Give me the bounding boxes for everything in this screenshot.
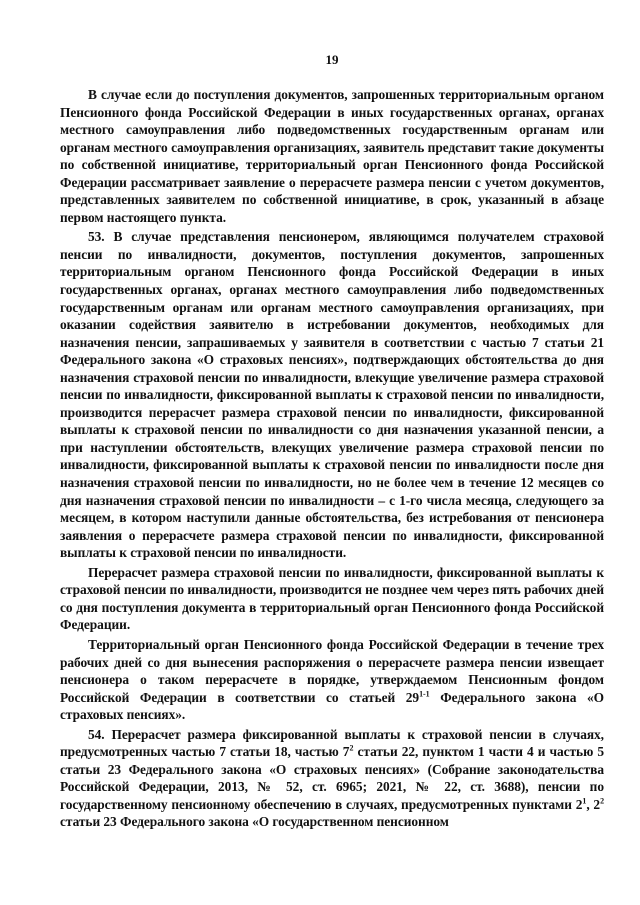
paragraph-text: статьи 22, пунктом 1 части 4 и частью 5 статьи 23 Федерального закона «О страховых пенсиях» (Собрание законодательства Российской Федерации, 2013, № 52, ст. 6965; 2021, № 22, ст. 3688), пенсии по государственному пенсионному обеспечению в случаях, предусмотренных пунктами 2	[60, 744, 604, 812]
superscript: 1	[582, 796, 587, 806]
paragraph-text: Федерального закона «О страховых пенсиях».	[60, 689, 604, 723]
paragraph	[60, 726, 604, 831]
paragraph	[60, 564, 604, 634]
paragraph-text: 54. Перерасчет размера фиксированной выплаты к страховой пенсии в случаях, предусмотренных частью 7 статьи 18, частью 7	[60, 726, 604, 760]
superscript: 1-1	[419, 689, 430, 699]
paragraph-text: Территориальный орган Пенсионного фонда Российской Федерации в течение трех рабочих дней со дня вынесения распоряжения о перерасчете размера пенсии извещает пенсионера о таком перерасчете в порядке, утверждаемом Пенсионным фондом Российской Федерации в соответствии со статьей 29	[60, 636, 604, 705]
paragraph-text: Перерасчет размера страховой пенсии по инвалидности, фиксированной выплаты к страховой пенсии по инвалидности, производится не позднее чем через пять рабочих дней со дня поступления документа в территориальный орган Пенсионного фонда Российской Федерации.	[60, 564, 604, 633]
paragraph	[60, 636, 604, 724]
paragraph-text: , 2	[586, 796, 601, 812]
document-body	[60, 86, 604, 831]
paragraph	[60, 228, 604, 561]
paragraph-text: 53. В случае представления пенсионером, являющимся получателем страховой пенсии по инвалидности, документов, поступления документов, запрошенных территориальным органом Пенсионного фонда Российской Федерации в иных государственных органах, органах местного самоуправления либо подведомственных государственным органам или органам местного самоуправления организациях, при оказании содействия заявителю в истребовании документов, необходимых для назначения пенсии, запрашиваемых у заявителя в соответствии с частью 7 статьи 21 Федерального закона «О страховых пенсиях», подтверждающих обстоятельства до дня назначения страховой пенсии по инвалидности, влекущие увеличение размера страховой пенсии по инвалидности, фиксированной выплаты к страховой пенсии по инвалидности, производится перерасчет размера страховой пенсии по инвалидности, фиксированной выплаты к страховой пенсии по инвалидности со дня назначения указанной пенсии, а при наступлении обстоятельств, влекущих увеличение размера страховой пенсии по инвалидности, фиксированной выплаты к страховой пенсии по инвалидности после дня назначения страховой пенсии по инвалидности, но не более чем в течение 12 месяцев со дня назначения страховой пенсии по инвалидности – с 1-го числа месяца, следующего за месяцем, в котором наступили данные обстоятельства, без истребования от пенсионера заявления о перерасчете размера страховой пенсии по инвалидности, фиксированной выплаты к страховой пенсии по инвалидности.	[60, 229, 604, 561]
paragraph-text: статьи 23 Федерального закона «О государственном пенсионном	[60, 814, 449, 830]
superscript: 2	[600, 796, 605, 806]
paragraph	[60, 86, 604, 226]
paragraph-text: В случае если до поступления документов, запрошенных территориальным органом Пенсионного фонда Российской Федерации в иных государственных органах, органах местного самоуправления либо подведомственных государственным органам или органам местного самоуправления организациях, заявитель представит такие документы по собственной инициативе, территориальный орган Пенсионного фонда Российской Федерации рассматривает заявление о перерасчете размера пенсии с учетом документов, представленных заявителем по собственной инициативе, в срок, указанный в абзаце первом настоящего пункта.	[60, 87, 604, 225]
page-number: 19	[325, 52, 339, 67]
superscript: 2	[349, 743, 354, 753]
